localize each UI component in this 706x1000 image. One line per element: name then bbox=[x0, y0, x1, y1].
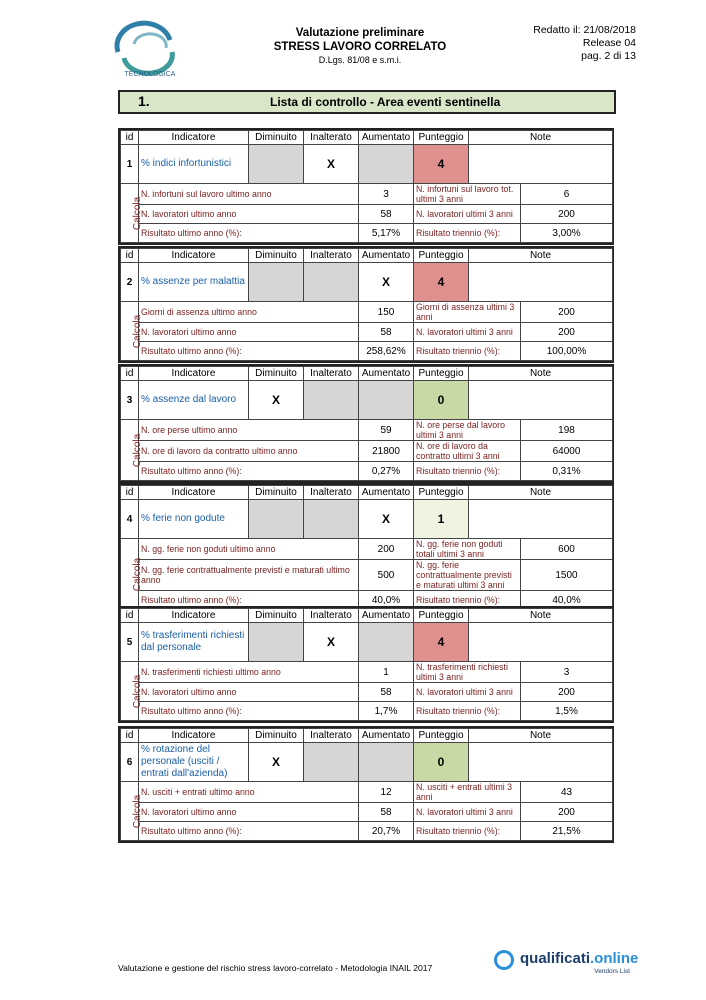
calc-label: N. lavoratori ultimo anno bbox=[139, 205, 359, 224]
x-mark: X bbox=[359, 500, 414, 539]
col-inalterato: Inalterato bbox=[304, 609, 359, 623]
calc-value: 20,7% bbox=[359, 822, 414, 841]
calc-value: 3 bbox=[521, 662, 613, 683]
calc-label: N. lavoratori ultimo anno bbox=[139, 803, 359, 822]
col-aumentato: Aumentato bbox=[359, 131, 414, 145]
page-number: pag. 2 di 13 bbox=[581, 50, 636, 62]
col-inalterato: Inalterato bbox=[304, 249, 359, 263]
calc-label: N. gg. ferie non goduti ultimo anno bbox=[139, 539, 359, 560]
empty-grey-cell bbox=[359, 381, 414, 420]
x-mark: X bbox=[359, 263, 414, 302]
calc-value: 21800 bbox=[359, 441, 414, 462]
calc-value: 6 bbox=[521, 184, 613, 205]
col-aumentato: Aumentato bbox=[359, 249, 414, 263]
calc-value: 58 bbox=[359, 683, 414, 702]
col-diminuito: Diminuito bbox=[249, 486, 304, 500]
calc-value: 200 bbox=[521, 683, 613, 702]
calc-row bbox=[121, 702, 613, 721]
note-cell bbox=[469, 381, 613, 420]
col-note: Note bbox=[469, 729, 613, 743]
calc-value: 200 bbox=[521, 302, 613, 323]
calc-label: Risultato ultimo anno (%): bbox=[139, 224, 359, 243]
col-note: Note bbox=[469, 249, 613, 263]
score-cell: 4 bbox=[414, 145, 469, 184]
indicator-table bbox=[120, 248, 613, 361]
calc-row bbox=[121, 420, 613, 441]
section-header bbox=[118, 90, 616, 114]
header-row bbox=[121, 131, 613, 145]
calc-value: 200 bbox=[359, 539, 414, 560]
empty-grey-cell bbox=[359, 145, 414, 184]
indicator-block bbox=[118, 726, 614, 843]
calc-label: N. lavoratori ultimi 3 anni bbox=[414, 683, 521, 702]
calc-value: 150 bbox=[359, 302, 414, 323]
col-id: id bbox=[121, 609, 139, 623]
calc-row bbox=[121, 662, 613, 683]
calc-row bbox=[121, 803, 613, 822]
calc-row bbox=[121, 323, 613, 342]
calc-value: 1,5% bbox=[521, 702, 613, 721]
x-mark: X bbox=[249, 743, 304, 782]
calc-row bbox=[121, 462, 613, 481]
calc-value: 600 bbox=[521, 539, 613, 560]
col-indicatore: Indicatore bbox=[139, 486, 249, 500]
calc-label: Risultato triennio (%): bbox=[414, 342, 521, 361]
calc-value: 100,00% bbox=[521, 342, 613, 361]
doc-title: Valutazione preliminare bbox=[295, 27, 425, 39]
calc-label: N. gg. ferie contrattualmente previsti e maturati ultimo anno bbox=[139, 560, 359, 591]
col-inalterato: Inalterato bbox=[304, 729, 359, 743]
empty-grey-cell bbox=[304, 381, 359, 420]
indicator-row bbox=[121, 263, 613, 302]
brand-logo bbox=[494, 948, 639, 975]
calc-label: N. gg. ferie contrattualmente previsti e maturati ultimi 3 anni bbox=[414, 560, 521, 591]
calc-label: N. ore di lavoro da contratto ultimi 3 anni bbox=[414, 441, 521, 462]
indicator-row bbox=[121, 500, 613, 539]
indicator-name: % trasferimenti richiesti dal personale bbox=[139, 623, 249, 662]
col-punteggio: Punteggio bbox=[414, 131, 469, 145]
col-punteggio: Punteggio bbox=[414, 249, 469, 263]
indicator-name: % ferie non godute bbox=[139, 500, 249, 539]
col-note: Note bbox=[469, 131, 613, 145]
calc-value: 58 bbox=[359, 205, 414, 224]
score-cell: 0 bbox=[414, 743, 469, 782]
calc-value: 200 bbox=[521, 323, 613, 342]
empty-grey-cell bbox=[249, 500, 304, 539]
indicator-row bbox=[121, 145, 613, 184]
indicator-block bbox=[118, 246, 614, 363]
col-id: id bbox=[121, 486, 139, 500]
brand-sub: Vendors List bbox=[594, 968, 630, 975]
calc-row bbox=[121, 302, 613, 323]
col-id: id bbox=[121, 131, 139, 145]
empty-grey-cell bbox=[359, 623, 414, 662]
indicator-table bbox=[120, 485, 613, 610]
indicator-id: 2 bbox=[121, 263, 139, 302]
x-mark: X bbox=[304, 623, 359, 662]
document-header bbox=[250, 26, 470, 67]
brand-name: qualificati.online bbox=[520, 950, 639, 967]
col-inalterato: Inalterato bbox=[304, 486, 359, 500]
calc-value: 40,0% bbox=[359, 591, 414, 610]
header-row bbox=[121, 486, 613, 500]
calc-label: N. infortuni sul lavoro ultimo anno bbox=[139, 184, 359, 205]
empty-grey-cell bbox=[249, 623, 304, 662]
indicator-table bbox=[120, 130, 613, 243]
col-indicatore: Indicatore bbox=[139, 729, 249, 743]
calc-value: 0,27% bbox=[359, 462, 414, 481]
release: Release 04 bbox=[582, 37, 636, 49]
calc-row bbox=[121, 342, 613, 361]
calc-label: N. infortuni sul lavoro tot. ultimi 3 anni bbox=[414, 184, 521, 205]
calc-label: Risultato ultimo anno (%): bbox=[139, 462, 359, 481]
col-punteggio: Punteggio bbox=[414, 486, 469, 500]
col-punteggio: Punteggio bbox=[414, 367, 469, 381]
col-id: id bbox=[121, 729, 139, 743]
col-diminuito: Diminuito bbox=[249, 367, 304, 381]
indicator-name: % assenze per malattia bbox=[139, 263, 249, 302]
empty-grey-cell bbox=[249, 263, 304, 302]
doc-subtitle: STRESS LAVORO CORRELATO bbox=[273, 41, 447, 53]
col-aumentato: Aumentato bbox=[359, 609, 414, 623]
section-title: Lista di controllo - Area eventi sentinella bbox=[270, 95, 501, 109]
header-row bbox=[121, 367, 613, 381]
calc-value: 500 bbox=[359, 560, 414, 591]
x-mark: X bbox=[249, 381, 304, 420]
col-punteggio: Punteggio bbox=[414, 729, 469, 743]
header-row bbox=[121, 249, 613, 263]
doc-meta bbox=[533, 24, 636, 63]
calc-label: N. lavoratori ultimi 3 anni bbox=[414, 323, 521, 342]
calc-value: 43 bbox=[521, 782, 613, 803]
section-number: 1. bbox=[138, 93, 150, 109]
indicator-row bbox=[121, 623, 613, 662]
calc-row bbox=[121, 441, 613, 462]
calc-label: Risultato ultimo anno (%): bbox=[139, 342, 359, 361]
calc-label: N. gg. ferie non goduti totali ultimi 3 anni bbox=[414, 539, 521, 560]
calc-label: Risultato ultimo anno (%): bbox=[139, 702, 359, 721]
col-diminuito: Diminuito bbox=[249, 131, 304, 145]
calc-value: 40,0% bbox=[521, 591, 613, 610]
col-note: Note bbox=[469, 609, 613, 623]
col-indicatore: Indicatore bbox=[139, 131, 249, 145]
calc-row bbox=[121, 683, 613, 702]
score-cell: 4 bbox=[414, 263, 469, 302]
calc-label: N. ore perse dal lavoro ultimi 3 anni bbox=[414, 420, 521, 441]
empty-grey-cell bbox=[304, 743, 359, 782]
calc-label: Risultato triennio (%): bbox=[414, 591, 521, 610]
calc-label: N. lavoratori ultimo anno bbox=[139, 323, 359, 342]
doc-law-ref: D.Lgs. 81/08 e s.m.i. bbox=[318, 55, 402, 65]
calc-value: 200 bbox=[521, 803, 613, 822]
calc-label: N. ore di lavoro da contratto ultimo anno bbox=[139, 441, 359, 462]
calc-label: Giorni di assenza ultimo anno bbox=[139, 302, 359, 323]
calc-row bbox=[121, 822, 613, 841]
calcola-side-label: Calcola bbox=[121, 184, 139, 243]
redatto-date: Redatto il: 21/08/2018 bbox=[533, 24, 636, 36]
calc-label: Risultato triennio (%): bbox=[414, 462, 521, 481]
indicator-id: 5 bbox=[121, 623, 139, 662]
score-cell: 4 bbox=[414, 623, 469, 662]
note-cell bbox=[469, 623, 613, 662]
calc-label: N. lavoratori ultimi 3 anni bbox=[414, 803, 521, 822]
col-aumentato: Aumentato bbox=[359, 367, 414, 381]
calc-value: 58 bbox=[359, 803, 414, 822]
calc-row bbox=[121, 224, 613, 243]
calc-label: N. trasferimenti richiesti ultimi 3 anni bbox=[414, 662, 521, 683]
calc-label: Risultato ultimo anno (%): bbox=[139, 591, 359, 610]
calc-label: Risultato ultimo anno (%): bbox=[139, 822, 359, 841]
empty-grey-cell bbox=[359, 743, 414, 782]
calcola-side-label: Calcola bbox=[121, 662, 139, 721]
col-indicatore: Indicatore bbox=[139, 367, 249, 381]
empty-grey-cell bbox=[249, 145, 304, 184]
calc-label: Giorni di assenza ultimi 3 anni bbox=[414, 302, 521, 323]
calc-value: 59 bbox=[359, 420, 414, 441]
calc-value: 5,17% bbox=[359, 224, 414, 243]
indicator-table bbox=[120, 608, 613, 721]
calc-value: 3 bbox=[359, 184, 414, 205]
calc-value: 0,31% bbox=[521, 462, 613, 481]
footer-text: Valutazione e gestione del rischio stress lavoro-correlato - Metodologia INAIL 2017 bbox=[118, 963, 433, 973]
brand-circle-icon bbox=[494, 950, 514, 970]
svg-text:TECNOLOGICA: TECNOLOGICA bbox=[124, 71, 176, 78]
calc-label: N. ore perse ultimo anno bbox=[139, 420, 359, 441]
calc-label: N. lavoratori ultimo anno bbox=[139, 683, 359, 702]
col-aumentato: Aumentato bbox=[359, 729, 414, 743]
calc-value: 200 bbox=[521, 205, 613, 224]
calc-row bbox=[121, 560, 613, 591]
indicator-table bbox=[120, 728, 613, 841]
indicator-name: % assenze dal lavoro bbox=[139, 381, 249, 420]
col-note: Note bbox=[469, 486, 613, 500]
calc-row bbox=[121, 782, 613, 803]
calc-label: N. usciti + entrati ultimo anno bbox=[139, 782, 359, 803]
col-diminuito: Diminuito bbox=[249, 729, 304, 743]
indicator-id: 3 bbox=[121, 381, 139, 420]
calc-label: Risultato triennio (%): bbox=[414, 702, 521, 721]
note-cell bbox=[469, 500, 613, 539]
indicator-name: % indici infortunistici bbox=[139, 145, 249, 184]
col-id: id bbox=[121, 367, 139, 381]
calc-label: N. usciti + entrati ultimi 3 anni bbox=[414, 782, 521, 803]
calc-value: 1 bbox=[359, 662, 414, 683]
indicator-block bbox=[118, 606, 614, 723]
col-indicatore: Indicatore bbox=[139, 249, 249, 263]
calc-label: N. lavoratori ultimi 3 anni bbox=[414, 205, 521, 224]
col-indicatore: Indicatore bbox=[139, 609, 249, 623]
col-note: Note bbox=[469, 367, 613, 381]
col-diminuito: Diminuito bbox=[249, 249, 304, 263]
col-punteggio: Punteggio bbox=[414, 609, 469, 623]
score-cell: 1 bbox=[414, 500, 469, 539]
calc-row bbox=[121, 539, 613, 560]
header-row bbox=[121, 729, 613, 743]
header-row bbox=[121, 609, 613, 623]
col-id: id bbox=[121, 249, 139, 263]
note-cell bbox=[469, 743, 613, 782]
empty-grey-cell bbox=[304, 500, 359, 539]
calcola-side-label: Calcola bbox=[121, 302, 139, 361]
calc-value: 58 bbox=[359, 323, 414, 342]
col-inalterato: Inalterato bbox=[304, 367, 359, 381]
calc-value: 1500 bbox=[521, 560, 613, 591]
indicator-id: 4 bbox=[121, 500, 139, 539]
indicator-block bbox=[118, 128, 614, 245]
indicator-id: 6 bbox=[121, 743, 139, 782]
note-cell bbox=[469, 145, 613, 184]
indicator-block bbox=[118, 364, 614, 483]
calc-value: 3,00% bbox=[521, 224, 613, 243]
calc-label: N. trasferimenti richiesti ultimo anno bbox=[139, 662, 359, 683]
col-diminuito: Diminuito bbox=[249, 609, 304, 623]
calc-value: 21,5% bbox=[521, 822, 613, 841]
calcola-side-label: Calcola bbox=[121, 782, 139, 841]
x-mark: X bbox=[304, 145, 359, 184]
calc-label: Risultato triennio (%): bbox=[414, 822, 521, 841]
indicator-row bbox=[121, 381, 613, 420]
empty-grey-cell bbox=[304, 263, 359, 302]
calc-row bbox=[121, 184, 613, 205]
indicator-name: % rotazione del personale (usciti / entrati dall'azienda) bbox=[139, 743, 249, 782]
indicator-id: 1 bbox=[121, 145, 139, 184]
calc-label: Risultato triennio (%): bbox=[414, 224, 521, 243]
indicator-table bbox=[120, 366, 613, 481]
calcola-side-label: Calcola bbox=[121, 539, 139, 610]
calc-value: 198 bbox=[521, 420, 613, 441]
calc-value: 12 bbox=[359, 782, 414, 803]
indicator-block bbox=[118, 483, 614, 612]
company-logo bbox=[110, 22, 190, 82]
calc-value: 258,62% bbox=[359, 342, 414, 361]
calc-value: 1,7% bbox=[359, 702, 414, 721]
col-aumentato: Aumentato bbox=[359, 486, 414, 500]
score-cell: 0 bbox=[414, 381, 469, 420]
calcola-side-label: Calcola bbox=[121, 420, 139, 481]
calc-row bbox=[121, 205, 613, 224]
note-cell bbox=[469, 263, 613, 302]
col-inalterato: Inalterato bbox=[304, 131, 359, 145]
calc-value: 64000 bbox=[521, 441, 613, 462]
indicator-row bbox=[121, 743, 613, 782]
